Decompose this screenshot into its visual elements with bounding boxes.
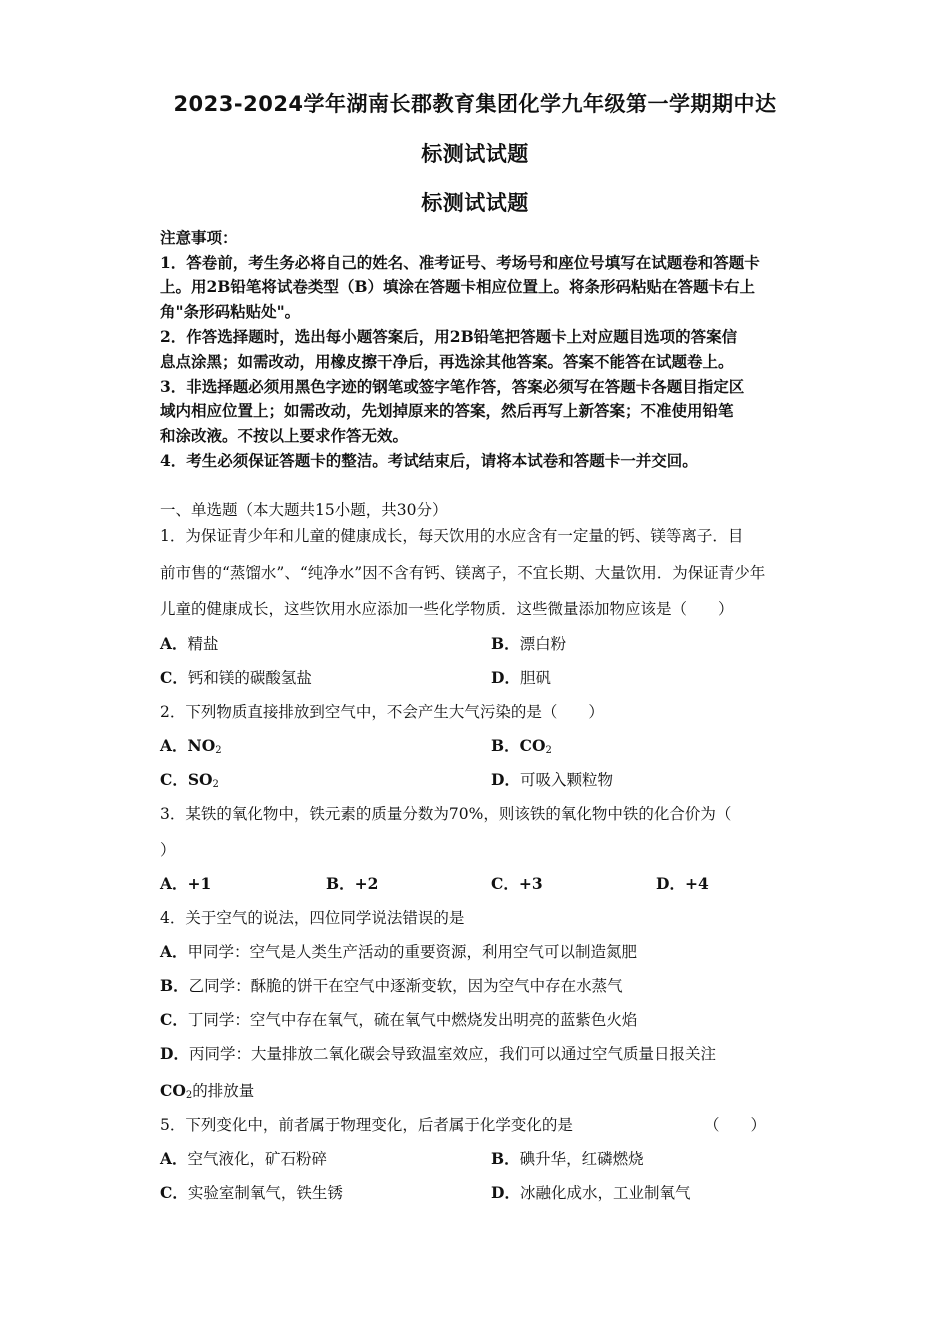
q1-option-c: [160, 668, 312, 688]
q5-stem: 5．下列变化中，前者属于物理变化，后者属于化学变化的是: [160, 1116, 573, 1134]
option-text: 冰融化成水，工业制氧气: [519, 1184, 691, 1202]
notice-line: 4．考生必须保证答题卡的整洁。考试结束后，请将本试卷和答题卡一并交回。: [160, 451, 698, 470]
q4-option-c: [160, 1010, 637, 1030]
option-key: B．: [491, 1149, 520, 1168]
option-subscript: 2: [215, 745, 222, 756]
q4-option-d: [160, 1044, 716, 1064]
q1-option-d: [491, 668, 551, 688]
exam-title-line-3: 标测试试题: [421, 191, 529, 215]
option-text: SO: [187, 770, 213, 789]
option-text: 乙同学：酥脆的饼干在空气中逐渐变软，因为空气中存在水蒸气: [188, 977, 623, 995]
notice-line: 上。用2B铅笔将试卷类型（B）填涂在答题卡相应位置上。将条形码粘贴在答题卡右上: [160, 277, 755, 296]
q4-option-b: [160, 976, 623, 996]
q4-option-a: [160, 942, 637, 962]
q2-option-c: [160, 770, 219, 795]
q5-option-c: [160, 1183, 343, 1203]
option-text: 甲同学：空气是人类生产活动的重要资源，利用空气可以制造氮肥: [187, 943, 638, 961]
option-key: A．: [160, 1149, 188, 1168]
option-key: A．: [160, 634, 188, 653]
option-key: B．: [326, 874, 355, 893]
notice-heading: 注意事项：: [160, 228, 238, 247]
q1-option-a: [160, 634, 219, 654]
option-text: 胆矾: [519, 669, 551, 687]
q3-option-d: [656, 874, 709, 894]
option-text: +2: [354, 874, 379, 893]
option-key: A．: [160, 874, 188, 893]
option-key: C．: [160, 770, 188, 789]
option-text: 丁同学：空气中存在氧气，硫在氧气中燃烧发出明亮的蓝紫色火焰: [187, 1011, 638, 1029]
option-text: 空气液化，矿石粉碎: [187, 1150, 328, 1168]
option-text: NO: [187, 736, 216, 755]
notice-line: 3．非选择题必须用黑色字迹的钢笔或签字笔作答，答案必须写在答题卡各题目指定区: [160, 377, 745, 396]
q3-option-c: [491, 874, 543, 894]
q4-option-d-continuation: [160, 1081, 254, 1106]
option-key: D．: [491, 770, 520, 789]
option-text: +4: [684, 874, 709, 893]
q5-answer-paren: （ ）: [704, 1116, 767, 1134]
q3-stem-line-2: ）: [160, 841, 176, 859]
q3-stem-line-1: 3．某铁的氧化物中，铁元素的质量分数为70%，则该铁的氧化物中铁的化合价为（: [160, 805, 732, 823]
notice-line: 1．答卷前，考生务必将自己的姓名、准考证号、考场号和座位号填写在试题卷和答题卡: [160, 253, 760, 272]
option-key: A．: [160, 736, 188, 755]
option-text: 碘升华，红磷燃烧: [519, 1150, 644, 1168]
notice-line: 域内相应位置上；如需改动，先划掉原来的答案，然后再写上新答案；不准使用铅笔: [160, 401, 734, 420]
option-key: D．: [656, 874, 685, 893]
q3-option-a: [160, 874, 211, 894]
option-text: 实验室制氧气，铁生锈: [187, 1184, 343, 1202]
notice-line: 息点涂黑；如需改动，用橡皮擦干净后，再选涂其他答案。答案不能答在试题卷上。: [160, 352, 734, 371]
q2-stem: 2．下列物质直接排放到空气中，不会产生大气污染的是（ ）: [160, 703, 604, 721]
option-key: D．: [491, 668, 520, 687]
option-key: C．: [160, 1010, 188, 1029]
option-key: D．: [491, 1183, 520, 1202]
option-text: +3: [518, 874, 543, 893]
q5-option-b: [491, 1149, 644, 1169]
option-text: 可吸入颗粒物: [519, 771, 613, 789]
q2-option-d: [491, 770, 613, 790]
continuation-text: 的排放量: [192, 1082, 255, 1100]
formula-text: CO: [160, 1081, 186, 1100]
option-subscript: 2: [545, 745, 552, 756]
q4-stem: 4．关于空气的说法，四位同学说法错误的是: [160, 909, 465, 927]
formula-subscript: 2: [185, 1090, 193, 1101]
q1-stem-line: 儿童的健康成长，这些饮用水应添加一些化学物质．这些微量添加物应该是（ ）: [160, 600, 734, 618]
q1-stem-line: 前市售的“蒸馏水”、“纯净水”因不含有钙、镁离子，不宜长期、大量饮用．为保证青少年: [160, 564, 766, 582]
q1-option-b: [491, 634, 566, 654]
option-subscript: 2: [212, 779, 219, 790]
option-text: 钙和镁的碳酸氢盐: [187, 669, 312, 687]
option-key: C．: [491, 874, 519, 893]
option-text: +1: [187, 874, 212, 893]
option-text: 精盐: [187, 635, 219, 653]
option-key: B．: [491, 634, 520, 653]
option-key: C．: [160, 1183, 188, 1202]
exam-title-line-1: 2023-2024学年湖南长郡教育集团化学九年级第一学期期中达: [173, 92, 777, 116]
option-text: CO: [519, 736, 546, 755]
option-key: A．: [160, 942, 188, 961]
q3-option-b: [326, 874, 378, 894]
option-key: C．: [160, 668, 188, 687]
q2-option-a: [160, 736, 222, 761]
option-key: D．: [160, 1044, 189, 1063]
option-key: B．: [160, 976, 189, 995]
notice-line: 角"条形码粘贴处"。: [160, 302, 301, 321]
option-key: B．: [491, 736, 520, 755]
section-heading: 一、单选题（本大题共15小题，共30分）: [160, 501, 448, 519]
notice-line: 2．作答选择题时，选出每小题答案后，用2B铅笔把答题卡上对应题目选项的答案信: [160, 327, 738, 346]
q5-option-d: [491, 1183, 690, 1203]
q5-option-a: [160, 1149, 327, 1169]
q2-option-b: [491, 736, 552, 761]
option-text: 丙同学：大量排放二氧化碳会导致温室效应，我们可以通过空气质量日报关注: [188, 1045, 716, 1063]
option-text: 漂白粉: [519, 635, 567, 653]
exam-title-line-2: 标测试试题: [421, 142, 529, 166]
notice-line: 和涂改液。不按以上要求作答无效。: [160, 426, 409, 445]
q1-stem-line: 1．为保证青少年和儿童的健康成长，每天饮用的水应含有一定量的钙、镁等离子．目: [160, 527, 744, 545]
